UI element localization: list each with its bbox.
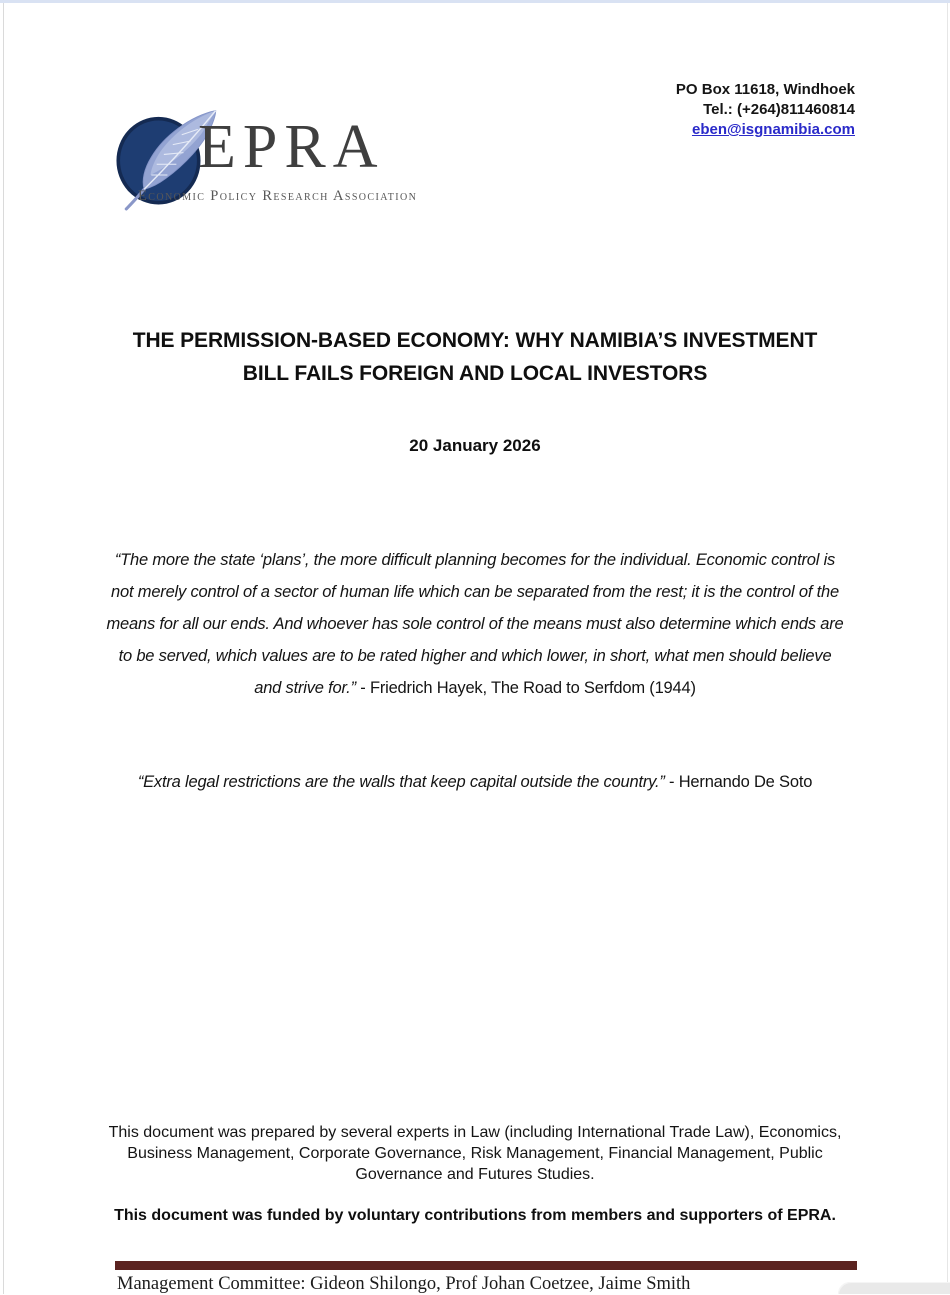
maroon-divider-bar bbox=[115, 1261, 857, 1270]
logo-tagline: Economic Policy Research Association bbox=[138, 188, 418, 204]
hayek-quote-last-line bbox=[75, 672, 875, 704]
prepared-line: Business Management, Corporate Governance, Risk Management, Financial Management, Public bbox=[127, 1145, 823, 1162]
hayek-quote-line: “The more the state ‘plans’, the more difficult planning becomes for the individual. Economic control is bbox=[114, 551, 836, 569]
management-committee-footer: Management Committee: Gideon Shilongo, Prof Johan Coetzee, Jaime Smith bbox=[117, 1274, 691, 1294]
page-left-edge bbox=[3, 3, 4, 1294]
contact-email-link[interactable]: eben@isgnamibia.com bbox=[691, 121, 855, 138]
page-title-line-2: BILL FAILS FOREIGN AND LOCAL INVESTORS bbox=[242, 362, 708, 385]
hayek-quote-line: means for all our ends. And whoever has sole control of the means must also determine which ends are bbox=[106, 615, 844, 633]
hayek-quote bbox=[75, 544, 875, 704]
page-right-edge bbox=[947, 3, 948, 1294]
contact-block bbox=[676, 80, 855, 140]
desoto-quote-line bbox=[75, 766, 875, 798]
hayek-attribution: - Friedrich Hayek, The Road to Serfdom (1944) bbox=[355, 679, 696, 697]
prepared-line: Governance and Futures Studies. bbox=[355, 1166, 595, 1183]
page-top-edge bbox=[0, 0, 950, 3]
document-date: 20 January 2026 bbox=[409, 436, 541, 455]
hayek-quote-line: to be served, which values are to be rated higher and which lower, in short, what men should believe bbox=[118, 647, 832, 665]
desoto-quote-text: “Extra legal restrictions are the walls that keep capital outside the country.” bbox=[137, 773, 665, 791]
contact-address: PO Box 11618, Windhoek bbox=[675, 81, 855, 98]
page-title bbox=[0, 324, 950, 390]
page-corner-curl bbox=[838, 1282, 950, 1294]
epra-logo bbox=[112, 100, 462, 215]
funded-by-statement: This document was funded by voluntary contributions from members and supporters of EPRA. bbox=[114, 1207, 836, 1224]
hayek-quote-line: not merely control of a sector of human life which can be separated from the rest; it is the control of the bbox=[111, 583, 839, 601]
hayek-quote-closing: and strive for.” bbox=[254, 679, 356, 697]
page-title-line-1: THE PERMISSION-BASED ECONOMY: WHY NAMIBIA’S INVESTMENT bbox=[132, 329, 818, 352]
desoto-quote bbox=[75, 766, 875, 798]
prepared-by-paragraph bbox=[0, 1122, 950, 1185]
desoto-attribution: - Hernando De Soto bbox=[664, 773, 813, 791]
contact-phone: Tel.: (+264)811460814 bbox=[703, 101, 855, 118]
prepared-line: This document was prepared by several experts in Law (including International Trade Law), Economics, bbox=[108, 1124, 842, 1141]
logo-acronym: EPRA bbox=[198, 113, 385, 181]
